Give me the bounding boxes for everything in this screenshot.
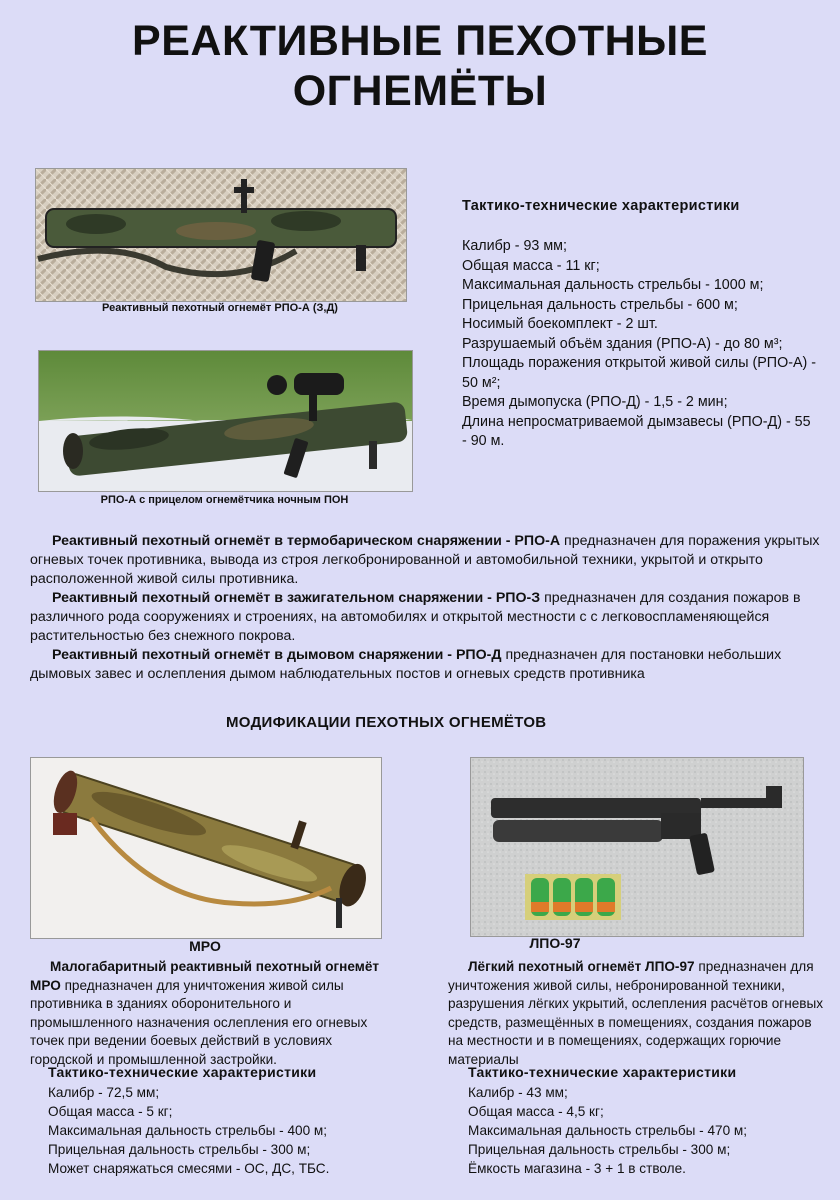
lpo-97-spec-caliber: Калибр - 43 мм; — [468, 1085, 568, 1100]
mro-spec-mixtures: Может снаряжаться смесями - ОС, ДС, ТБС. — [48, 1161, 330, 1176]
description-rpo-z — [30, 589, 820, 646]
spec-volume: Разрушаемый объём здания (РПО-А) - до 80 м³; — [462, 335, 783, 352]
mro-spec-aim-range: Прицельная дальность стрельбы - 300 м; — [48, 1142, 311, 1157]
spec-aim-range: Прицельная дальность стрельбы - 600 м; — [462, 296, 738, 313]
lpo-97-spec-max-range: Максимальная дальность стрельбы - 470 м; — [468, 1123, 748, 1138]
lpo-97-description-paragraph — [448, 958, 828, 1069]
mro-spec-max-range: Максимальная дальность стрельбы - 400 м; — [48, 1123, 328, 1138]
lpo-97-specs-heading: Тактико-технические характеристики — [468, 1064, 737, 1080]
mro-label: МРО — [189, 938, 221, 954]
spec-ammo: Носимый боекомплект - 2 шт. — [462, 316, 658, 332]
specs-list — [462, 237, 817, 452]
photo-mro — [30, 757, 382, 939]
spec-mass: Общая масса - 11 кг; — [462, 257, 600, 274]
mro-spec-caliber: Калибр - 72,5 мм; — [48, 1085, 160, 1100]
description-rpo-d — [30, 646, 820, 684]
spec-area: Площадь поражения открытой живой силы (РПО-А) - 50 м²; — [462, 355, 816, 391]
page-title — [0, 16, 840, 116]
mro-specs-heading: Тактико-технические характеристики — [48, 1064, 317, 1080]
spec-smoke-length: Длина непросматриваемой дымзавесы (РПО-Д) - 55 - 90 м. — [462, 413, 811, 449]
description-rpo-d-text: предназначен для постановки небольших дымовых завес и ослепления дымом наблюдательных постов и огневых средств противника — [30, 647, 782, 682]
spec-caliber: Калибр - 93 мм; — [462, 238, 567, 254]
photo-rpo-a — [35, 168, 407, 302]
description-rpo-z-title: Реактивный пехотный огнемёт в зажигательном снаряжении - РПО-З — [52, 590, 541, 606]
description-rpo-a — [30, 532, 820, 589]
lpo-97-spec-mass: Общая масса - 4,5 кг; — [468, 1104, 604, 1119]
spec-max-range: Максимальная дальность стрельбы - 1000 м; — [462, 277, 764, 293]
lpo-97-description-title: Лёгкий пехотный огнемёт ЛПО-97 — [468, 959, 695, 974]
photo-rpo-a-night — [38, 350, 413, 492]
lpo-97-spec-magazine: Ёмкость магазина - 3 + 1 в стволе. — [468, 1161, 686, 1176]
photo-rpo-a-night-caption: РПО-А с прицелом огнемётчика ночным ПОН — [100, 494, 349, 506]
description-rpo-a-text: предназначен для поражения укрытых огневых точек противника, вывода из строя легкобронированной и автомобильной техники, укрытой и открыто расположенной живой силы противника. — [30, 533, 820, 587]
lpo-97-label: ЛПО-97 — [529, 935, 581, 951]
lpo-97-specs-list — [468, 1083, 747, 1178]
mro-description — [30, 958, 390, 1069]
spec-smoke-time: Время дымопуска (РПО-Д) - 1,5 - 2 мин; — [462, 394, 728, 410]
mro-description-text: предназначен для уничтожения живой силы противника в зданиях оборонительного и промышленного назначения ослепления его огневых точек при ведении боевых действий в условиях городской и промышленной застройки. — [30, 977, 368, 1067]
title-line-2: ОГНЕМЁТЫ — [292, 67, 548, 115]
modifications-heading: МОДИФИКАЦИИ ПЕХОТНЫХ ОГНЕМЁТОВ — [226, 714, 547, 731]
description-rpo-a-title: Реактивный пехотный огнемёт в термобарическом снаряжении - РПО-А — [52, 533, 561, 549]
mro-description-title: Малогабаритный реактивный пехотный огнемёт МРО — [30, 959, 380, 993]
mro-spec-mass: Общая масса - 5 кг; — [48, 1104, 173, 1119]
lpo-97-description-text: предназначен для уничтожения живой силы, небронированной техники, разрушения лёгких укрытий, ослепления расчётов огневых средств, размещённых в помещениях, создания пожаров на местности и в помещениях, содержащих горючие материалы — [448, 959, 824, 1067]
photo-rpo-a-caption: Реактивный пехотный огнемёт РПО-А (З,Д) — [102, 302, 338, 314]
lpo-97-description — [448, 958, 828, 1069]
description — [30, 532, 820, 684]
mro-specs-list — [48, 1083, 329, 1178]
lpo-97-spec-aim-range: Прицельная дальность стрельбы - 300 м; — [468, 1142, 731, 1157]
mro-description-paragraph — [30, 958, 390, 1069]
description-rpo-d-title: Реактивный пехотный огнемёт в дымовом снаряжении - РПО-Д — [52, 647, 502, 663]
photo-lpo-97 — [470, 757, 804, 937]
description-rpo-z-text: предназначен для создания пожаров в различного рода сооружениях и строениях, на автомобилях и открытой местности с с легковоспламеняющейся растительностью без снежного покрова. — [30, 590, 801, 644]
specs-heading: Тактико-технические характеристики — [462, 198, 740, 214]
title-line-1: РЕАКТИВНЫЕ ПЕХОТНЫЕ — [132, 17, 708, 65]
